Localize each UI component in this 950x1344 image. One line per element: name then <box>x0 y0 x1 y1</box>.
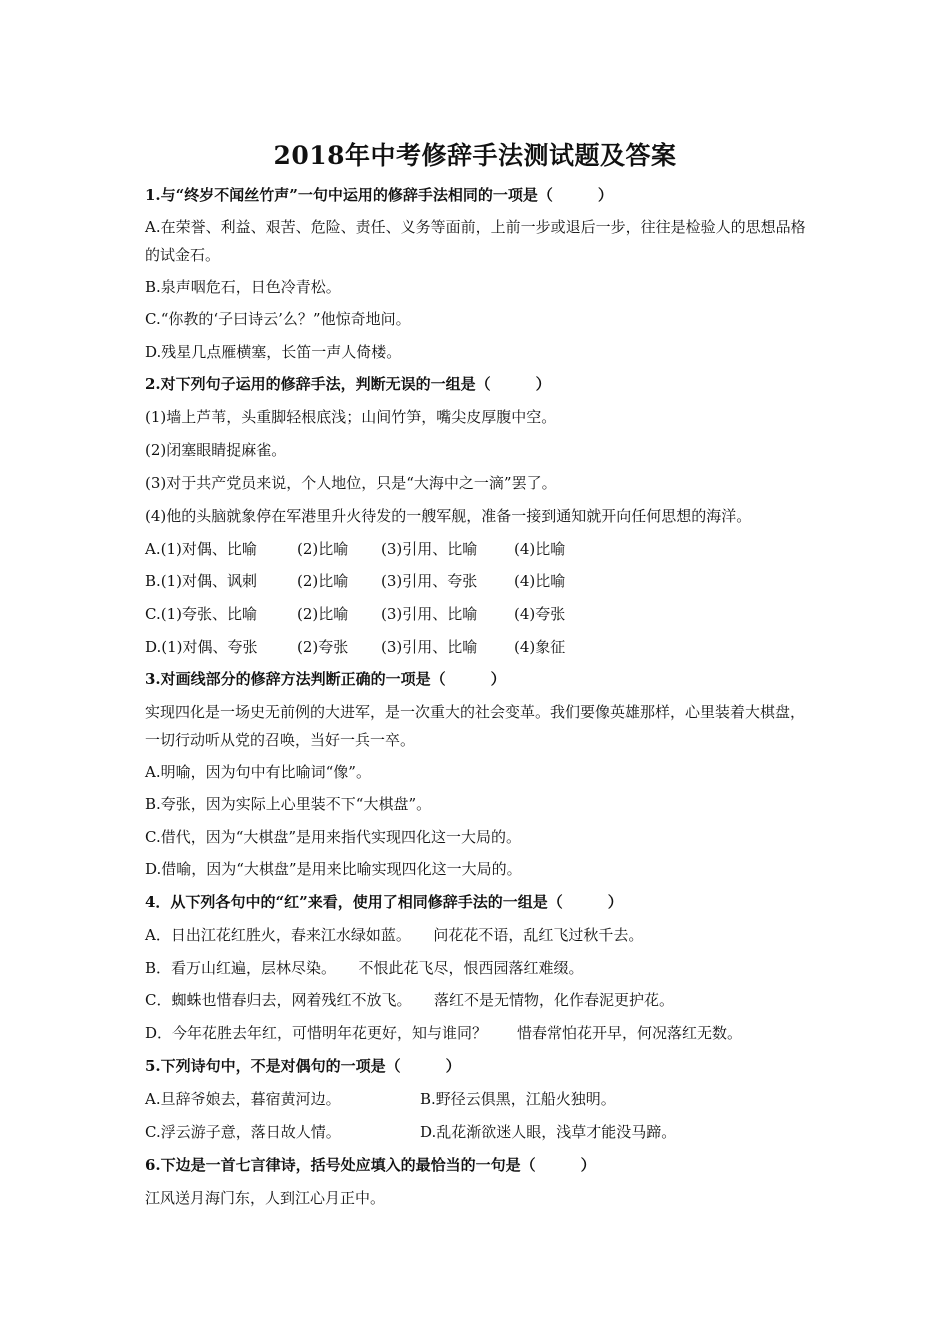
question-3-option-b: B.夸张，因为实际上心里装不下“大棋盘”。 <box>145 795 432 813</box>
question-3-stem: 3.对画线部分的修辞方法判断正确的一项是（ ） <box>145 670 506 688</box>
question-2-sentence-2: (2)闭塞眼睛捉麻雀。 <box>145 441 287 459</box>
option-cell: (4)夸张 <box>514 605 566 623</box>
question-2-sentence-4: (4)他的头脑就象停在军港里升火待发的一艘军舰，准备一接到通知就开向任何思想的海洋。 <box>145 507 752 525</box>
question-4-option-a: A．日出江花红胜火，春来江水绿如蓝。 问花花不语，乱红飞过秋千去。 <box>145 926 644 944</box>
question-6-poem-line-1: 江风送月海门东，人到江心月正中。 <box>145 1189 386 1207</box>
question-1-stem: 1.与“终岁不闻丝竹声”一句中运用的修辞手法相同的一项是（ ） <box>145 186 613 204</box>
option-cell: B.(1)对偶、讽刺 <box>145 572 258 590</box>
option-cell: (4)象征 <box>514 638 566 656</box>
question-5-option-d: D.乱花渐欲迷人眼，浅草才能没马蹄。 <box>420 1123 677 1141</box>
question-5-option-a: A.旦辞爷娘去，暮宿黄河边。 <box>145 1090 341 1108</box>
question-2-stem: 2.对下列句子运用的修辞手法，判断无误的一组是（ ） <box>145 375 551 393</box>
question-5-stem: 5.下列诗句中，不是对偶句的一项是（ ） <box>145 1057 461 1075</box>
question-1-option-b: B.泉声咽危石，日色冷青松。 <box>145 278 341 296</box>
option-cell: (2)比喻 <box>297 540 349 558</box>
question-4-option-c: C．蜘蛛也惜春归去，网着残红不放飞。 落红不是无情物，化作春泥更护花。 <box>145 991 674 1009</box>
option-cell: (3)引用、比喻 <box>381 540 478 558</box>
question-6-stem: 6.下边是一首七言律诗，括号处应填入的最恰当的一句是（ ） <box>145 1156 596 1174</box>
option-cell: A.(1)对偶、比喻 <box>145 540 257 558</box>
question-4-option-b: B．看万山红遍，层林尽染。 不恨此花飞尽，恨西园落红难缀。 <box>145 959 584 977</box>
option-cell: (4)比喻 <box>514 540 566 558</box>
question-3-option-d: D.借喻，因为“大棋盘”是用来比喻实现四化这一大局的。 <box>145 860 522 878</box>
question-2-sentence-3: (3)对于共产党员来说，个人地位，只是“大海中之一滴”罢了。 <box>145 474 557 492</box>
option-cell: D.(1)对偶、夸张 <box>145 638 258 656</box>
question-1-option-a: A.在荣誉、利益、艰苦、危险、责任、义务等面前，上前一步或退后一步，往往是检验人的思想品格的试金石。 <box>145 218 806 264</box>
option-cell: (2)夸张 <box>297 638 349 656</box>
option-cell: (2)比喻 <box>297 605 349 623</box>
question-5-option-b: B.野径云俱黑，江船火独明。 <box>420 1090 616 1108</box>
option-cell: (3)引用、比喻 <box>381 605 478 623</box>
question-1-option-c: C.“你教的‘子曰诗云’么？”他惊奇地问。 <box>145 310 411 328</box>
question-3-option-a: A.明喻，因为句中有比喻词“像”。 <box>145 763 371 781</box>
option-cell: C.(1)夸张、比喻 <box>145 605 257 623</box>
page-title: 2018年中考修辞手法测试题及答案 <box>273 141 677 170</box>
option-cell: (4)比喻 <box>514 572 566 590</box>
option-cell: (2)比喻 <box>297 572 349 590</box>
question-4-stem: 4．从下列各句中的“红”来看，使用了相同修辞手法的一组是（ ） <box>145 893 623 911</box>
question-2-sentence-1: (1)墙上芦苇，头重脚轻根底浅；山间竹笋，嘴尖皮厚腹中空。 <box>145 408 557 426</box>
option-cell: (3)引用、夸张 <box>381 572 478 590</box>
question-3-passage: 实现四化是一场史无前例的大进军，是一次重大的社会变革。我们要像英雄那样，心里装着大棋盘，一切行动听从党的召唤，当好一兵一卒。 <box>145 703 806 749</box>
question-1-option-d: D.残星几点雁横塞，长笛一声人倚楼。 <box>145 343 402 361</box>
question-5-option-c: C.浮云游子意，落日故人情。 <box>145 1123 341 1141</box>
option-cell: (3)引用、比喻 <box>381 638 478 656</box>
question-4-option-d: D．今年花胜去年红，可惜明年花更好，知与谁同？ 惜春常怕花开早，何况落红无数。 <box>145 1024 743 1042</box>
question-3-option-c: C.借代，因为“大棋盘”是用来指代实现四化这一大局的。 <box>145 828 522 846</box>
